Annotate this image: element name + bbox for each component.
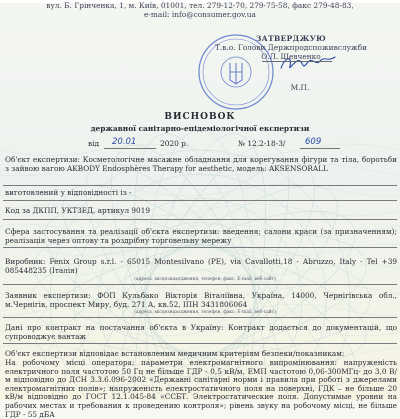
number-prefix: № 12.2-18-3/ — [238, 139, 286, 148]
document-subtitle: державної санітарно-епідеміологічної експертизи — [90, 124, 310, 133]
document-title: ВИСНОВОК — [164, 112, 236, 122]
separator — [3, 247, 397, 248]
letterhead-address: вул. Б. Грінченка, 1, м. Київ, 01001, тел. 279-12-70, 279-75-58, факс 279-48-83, — [46, 1, 354, 10]
separator — [3, 317, 397, 318]
approval-name: О.Л. Шевченко — [261, 52, 321, 61]
section-scope: Сфера застосування та реалізації об'єкта експертизи: введення; салони краси (за призначенням); реалізація через оптову та роздрібну торговельну мережу — [5, 227, 397, 245]
separator — [3, 284, 397, 285]
separator — [3, 200, 397, 201]
seal-placeholder-label: М.П. — [290, 83, 310, 92]
date-year: 2020 р. — [160, 139, 189, 148]
section-contract: Дані про контракт на постачання об'єкта в Україну: Контракт додається до документацій, що супроводжує вантаж — [5, 323, 397, 341]
separator — [3, 219, 397, 220]
approval-role: Т.в.о. Голови Держпродспоживслужби — [214, 43, 368, 52]
approval-title: ЗАТВЕРДЖУЮ — [255, 34, 327, 43]
separator — [3, 343, 397, 344]
section-details: На робочому місці оператора: параметри електромагнітного випромінювання: напруженість електричного поля частотою 50 Гц не більше ГДР - 0,5 кВ/м, ЕМП частотою 0,06-300МГц- до 3,0 В/м відповідно до ДСН 3.3.6.096-2002 «Державні санітарні норми і правила при роботі з джерелами електромагнітних полів»; напруженість електростатичного поля на поверхні, ГДК – не більше 20 кВ/м відповідно до ГОСТ 12.1.045-84 «ССБТ. Электростатические поля. Допустимые уровни на рабочих местах и требования к проведению контроля»; рівень звуку на робочому місці, не більше ГДР - 55 дБА — [5, 358, 397, 419]
section-producer: Виробник: Fenix Group s.r.l. - 65015 Montesilvano (PE), via Cavallotti,18 - Abruzzo, Italy - Tel +39 085448235 (Італія) — [5, 257, 397, 275]
producer-caption: (адреса, місцезнаходження, телефон, факс, E-mail, веб-сайт) — [134, 277, 276, 282]
section-code: Код за ДКПП, УКТЗЕД, артикул 9019 — [5, 206, 150, 215]
separator — [3, 185, 397, 186]
number-underline — [300, 148, 340, 149]
section-object: Об'єкт експертизи: Косметологічне масажне обладнання для корегування фігури та тіла, боротьби з зайвою вагою AKBODY Endosphères Therapy for aesthetic, модель: AKSENSORALL — [5, 155, 397, 173]
section-applicant: Заявник експертизи: ФОП Кульбако Вікторія Віталіївна, Україна, 14000, Чернігівська обл., м.Чернігів, проспект Миру, буд. 271 А, кв.52, ІПН 3431806064 — [5, 291, 397, 309]
number-written: 609 — [305, 137, 322, 147]
date-written: 20.01 — [112, 137, 137, 147]
letterhead-email: e-mail: info@consumer.gov.ua — [144, 10, 256, 19]
applicant-caption: (адреса, місцезнаходження, телефон, факс, E-mail, веб-сайт) — [134, 310, 276, 315]
date-prefix: від — [88, 139, 100, 148]
date-underline — [104, 148, 156, 149]
section-manufactured: виготовлений у відповідності із - — [5, 188, 132, 197]
section-criteria: Об'єкт експертизи відповідає встановленим медичним критеріям безпеки/показникам: — [5, 349, 345, 358]
